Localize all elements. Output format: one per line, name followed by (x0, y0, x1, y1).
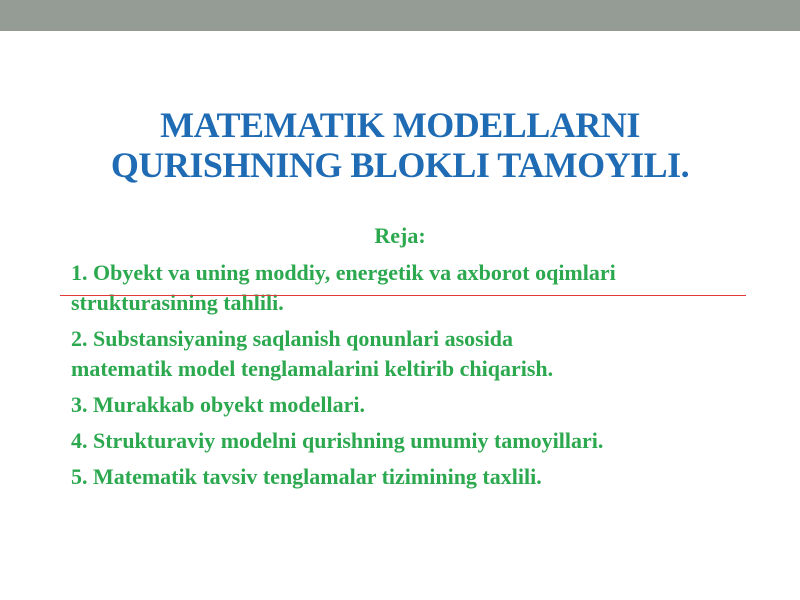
plan-item-1-line-2: strukturasining tahlili. (71, 290, 284, 315)
plan-item-1 (71, 258, 771, 318)
slide-title-line-2: QURISHNING BLOKLI TAMOYILI. (110, 145, 690, 185)
plan-heading: Reja: (374, 223, 426, 248)
slide-title-line-1: MATEMATIK MODELLARNI (160, 105, 640, 145)
plan-item-4 (71, 426, 771, 456)
plan-list (71, 258, 771, 498)
plan-item-2 (71, 324, 771, 384)
plan-item-5 (71, 462, 771, 492)
plan-item-4-line-1: 4. Strukturaviy modelni qurishning umumiy tamoyillari. (71, 428, 604, 453)
slide-title (20, 105, 780, 185)
plan-item-3 (71, 390, 771, 420)
red-underline (60, 295, 746, 296)
plan-item-2-line-1: 2. Substansiyaning saqlanish qonunlari asosida (71, 326, 514, 351)
plan-item-2-line-2: matematik model tenglamalarini keltirib chiqarish. (71, 356, 554, 381)
top-bar (0, 0, 800, 31)
plan-item-1-line-1: 1. Obyekt va uning moddiy, energetik va axborot oqimlari (71, 260, 616, 285)
plan-item-3-line-1: 3. Murakkab obyekt modellari. (71, 392, 365, 417)
plan-item-5-line-1: 5. Matematik tavsiv tenglamalar tizimining taxlili. (71, 464, 542, 489)
